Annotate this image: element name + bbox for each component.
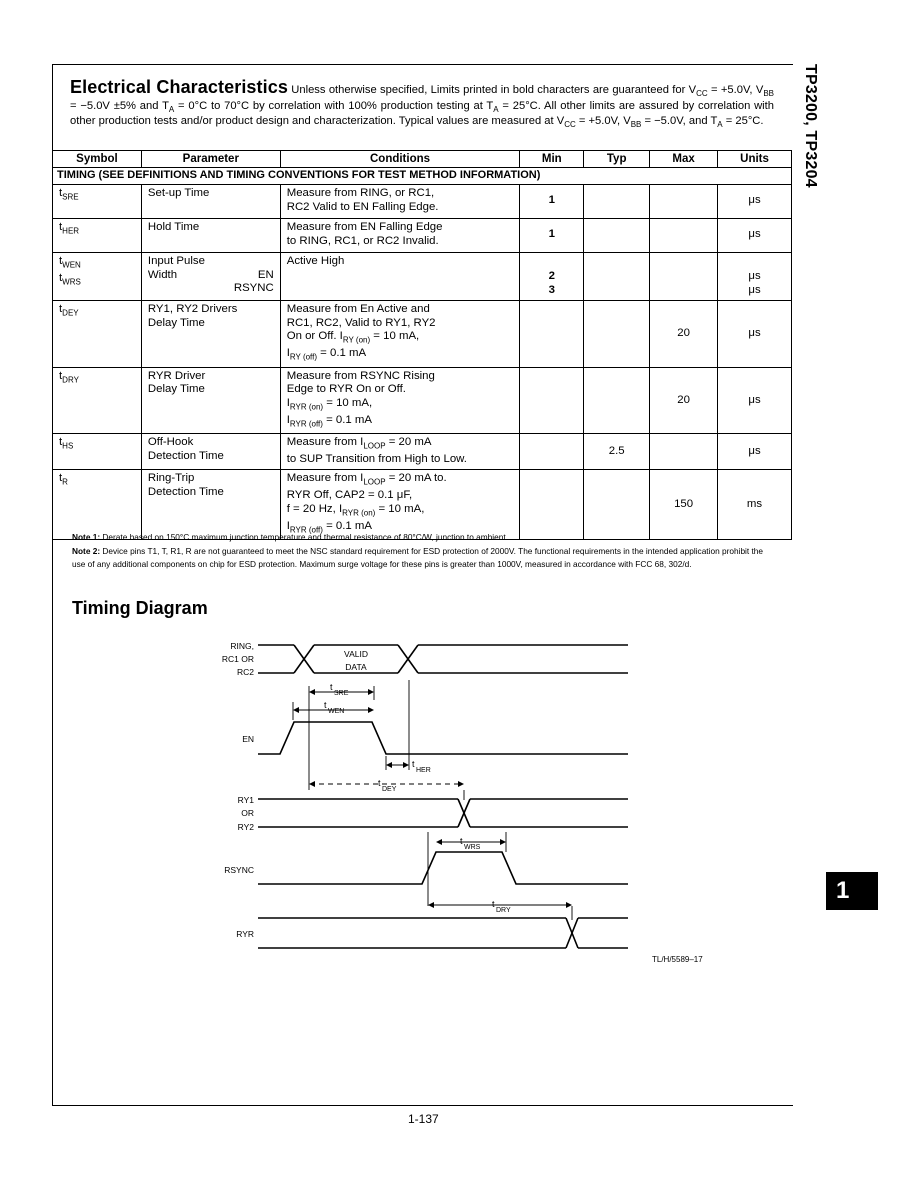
label-rc1-or: RC1 OR — [221, 654, 254, 664]
intro-paragraph — [70, 77, 774, 130]
cell-conditions — [280, 218, 520, 252]
cond-text: I — [286, 414, 290, 427]
cell-conditions: Active High — [280, 252, 520, 300]
symbol-t: t — [59, 436, 63, 449]
cell-max: 150 — [650, 470, 718, 540]
param-line: Detection Time — [147, 485, 224, 498]
cell-max: 20 — [650, 300, 718, 367]
label-t-dry — [492, 899, 511, 914]
cond-text: I — [286, 397, 290, 410]
cell-parameter: Hold Time — [141, 218, 280, 252]
cond-sub: LOOP — [363, 441, 386, 451]
param-line-right: RSYNC — [233, 282, 274, 295]
cell-parameter — [141, 367, 280, 434]
intro-text-e: = 25°C. All other limits are assured by correlation with other production tests and/or product design and characterization. Typical values are measured at V — [70, 99, 774, 127]
table-row — [53, 367, 792, 434]
table-row — [53, 434, 792, 470]
cond-sub: LOOP — [363, 477, 386, 487]
header-symbol: Symbol — [53, 151, 142, 168]
symbol-t: t — [59, 369, 63, 382]
label-t-sre — [330, 682, 349, 697]
t-sub: HER — [416, 767, 431, 774]
cell-symbol — [53, 470, 142, 540]
param-line: Detection Time — [147, 450, 224, 463]
table-row — [53, 218, 792, 252]
section-heading: Electrical Characteristics — [70, 77, 288, 97]
ryr-waveform — [258, 918, 628, 948]
side-title — [795, 64, 821, 234]
cond-line: RYR Off, CAP2 = 0.1 μF, — [286, 489, 413, 502]
cell-min — [520, 252, 584, 300]
t-char: t — [324, 700, 327, 710]
cond-text: f = 20 Hz, I — [286, 503, 343, 516]
cell-typ: 2.5 — [584, 434, 650, 470]
cell-min — [520, 300, 584, 367]
electrical-characteristics-table — [52, 150, 792, 540]
timing-diagram — [0, 630, 918, 960]
cell-max — [650, 218, 718, 252]
symbol-sub: HS — [62, 441, 74, 451]
cell-typ — [584, 470, 650, 540]
note-label: Note 2: — [72, 545, 101, 556]
cond-line: Measure from En Active and — [286, 302, 430, 315]
cond-sub: RYR (off) — [289, 419, 323, 429]
cell-max — [650, 434, 718, 470]
label-t-dey — [378, 778, 397, 793]
cell-min: 1 — [520, 218, 584, 252]
cell-symbol — [53, 184, 142, 218]
cell-typ — [584, 367, 650, 434]
intro-sub-cc: CC — [696, 89, 708, 99]
cell-conditions — [280, 367, 520, 434]
cell-min — [520, 470, 584, 540]
t-char: t — [460, 836, 463, 846]
t-char: t — [378, 778, 381, 788]
ry-waveform — [258, 799, 628, 827]
header-max: Max — [650, 151, 718, 168]
cond-line: RC1, RC2, Valid to RY1, RY2 — [286, 316, 436, 329]
table-row — [53, 252, 792, 300]
intro-text-b: = +5.0V, V — [707, 84, 764, 96]
symbol-sub: WEN — [62, 260, 81, 270]
section-title: TIMING (SEE DEFINITIONS AND TIMING CONVENTIONS FOR TEST METHOD INFORMATION) — [53, 168, 792, 185]
cond-sub: RYR (on) — [289, 402, 324, 412]
rsync-waveform — [258, 852, 628, 884]
cond-sub: RY (on) — [342, 335, 371, 345]
symbol-sub: R — [62, 477, 68, 487]
cell-min: 1 — [520, 184, 584, 218]
units-value: μs — [748, 270, 761, 283]
cell-units: μs — [718, 300, 792, 367]
intro-sub-ta: A — [168, 104, 175, 114]
min-value: 3 — [548, 284, 555, 296]
symbol-t: t — [59, 220, 63, 233]
cell-conditions — [280, 470, 520, 540]
header-typ: Typ — [584, 151, 650, 168]
cell-min — [520, 434, 584, 470]
cell-symbol — [53, 300, 142, 367]
symbol-t: t — [59, 186, 63, 199]
t-sub: DRY — [496, 907, 511, 914]
intro-text-a: Unless otherwise specified, Limits printed in bold characters are guaranteed for V — [287, 84, 697, 96]
label-data: DATA — [345, 662, 367, 672]
cond-text: = 0.1 mA — [322, 414, 373, 427]
notes — [72, 531, 776, 572]
symbol-t: t — [59, 271, 63, 284]
intro-sub-bb: BB — [763, 89, 774, 99]
cond-line: Measure from RING, or RC1, — [286, 186, 435, 199]
label-or: OR — [241, 808, 254, 818]
t-sub: SRE — [334, 690, 349, 697]
cond-line: Measure from RSYNC Rising — [286, 369, 435, 382]
intro-text-g: = −5.0V, and T — [641, 115, 718, 127]
cond-text: = 20 mA to. — [385, 472, 447, 485]
symbol-sub: DRY — [62, 374, 79, 384]
cond-line: to SUP Transition from High to Low. — [286, 453, 467, 466]
t-char: t — [492, 899, 495, 909]
intro-sub-ta2: A — [493, 104, 499, 114]
symbol-t: t — [59, 472, 63, 485]
symbol-sub: DEY — [62, 308, 79, 318]
t-sub: WRS — [464, 844, 481, 851]
header-conditions: Conditions — [280, 151, 520, 168]
symbol-sub: HER — [62, 226, 80, 236]
t-sub: WEN — [328, 708, 345, 715]
symbol-t: t — [59, 302, 63, 315]
intro-text-c: = −5.0V ±5% and T — [70, 99, 169, 112]
param-line: RY1, RY2 Drivers — [147, 302, 238, 315]
cond-sub: RYR (on) — [342, 508, 376, 518]
cell-symbol — [53, 252, 142, 300]
cell-parameter — [141, 434, 280, 470]
cond-text: = 10 mA, — [323, 397, 373, 410]
en-waveform — [258, 722, 628, 754]
table-row — [53, 184, 792, 218]
t-char: t — [330, 682, 333, 692]
note-text: Device pins T1, T, R1, R are not guaranteed to meet the NSC standard requirement for ESD protection of 2000V. The functional requirements in the intended application prohibit the use of any additional components on chip for ESD protection. Maximum surge voltage for these pins is greater than 1000V, measured in accordance with FCC 68, 302/d. — [72, 545, 764, 569]
cell-units: μs — [718, 218, 792, 252]
label-ry2: RY2 — [237, 822, 254, 832]
cell-max: 20 — [650, 367, 718, 434]
note-label: Note 1: — [72, 532, 101, 542]
cond-text: I — [286, 520, 290, 533]
cell-units: ms — [718, 470, 792, 540]
timing-diagram-title: Timing Diagram — [72, 598, 208, 618]
label-rc2: RC2 — [236, 667, 254, 677]
param-line: Off-Hook — [147, 436, 194, 449]
label-en: EN — [242, 734, 254, 744]
header-min: Min — [520, 151, 584, 168]
cond-line: RC2 Valid to EN Falling Edge. — [286, 200, 439, 213]
units-value: μs — [748, 284, 761, 296]
param-line: Width — [147, 268, 178, 281]
intro-sub-bb2: BB — [630, 120, 642, 130]
label-ry1: RY1 — [237, 795, 254, 805]
cell-units: μs — [718, 184, 792, 218]
cond-text: = 0.1 mA — [317, 347, 367, 360]
cell-units: μs — [718, 434, 792, 470]
section-tab: 1 — [826, 872, 878, 910]
label-ring: RING, — [230, 641, 254, 651]
cell-units: μs — [718, 367, 792, 434]
symbol-t: t — [59, 254, 63, 267]
cell-symbol — [53, 218, 142, 252]
label-ryr: RYR — [236, 929, 254, 939]
note-2 — [72, 545, 776, 572]
cond-text: I — [286, 347, 290, 360]
cell-typ — [584, 184, 650, 218]
label-t-wrs — [460, 836, 481, 851]
intro-sub-ta3: A — [717, 120, 723, 130]
cond-text: = 10 mA, — [370, 330, 420, 343]
intro-text-f: = +5.0V, V — [575, 115, 631, 127]
t-char: t — [412, 759, 415, 769]
cell-symbol — [53, 434, 142, 470]
cond-text: Measure from I — [286, 436, 364, 449]
min-value: 2 — [548, 270, 555, 283]
cell-typ — [584, 252, 650, 300]
symbol-sub: SRE — [62, 192, 79, 202]
cond-text: = 20 mA — [385, 436, 432, 449]
note-text: Derate based on 150°C maximum junction temperature and thermal resistance of 80°C/W, junction to ambient. — [100, 532, 508, 542]
header-parameter: Parameter — [141, 151, 280, 168]
symbol-sub: WRS — [62, 277, 81, 287]
cell-conditions — [280, 434, 520, 470]
cond-line: to RING, RC1, or RC2 Invalid. — [286, 234, 439, 247]
cond-text: On or Off. I — [286, 330, 343, 343]
cell-max — [650, 184, 718, 218]
ring-rc-waveform — [258, 645, 628, 673]
cell-units — [718, 252, 792, 300]
cell-typ — [584, 218, 650, 252]
side-title-text: TP3200, TP3204 — [802, 64, 819, 188]
cond-text: Measure from I — [286, 472, 364, 485]
table-row — [53, 470, 792, 540]
table-row — [53, 300, 792, 367]
cond-sub: RYR (off) — [289, 525, 323, 535]
cell-symbol — [53, 367, 142, 434]
cell-parameter — [141, 300, 280, 367]
intro-sub-cc2: CC — [564, 120, 576, 130]
table-header-row — [53, 151, 792, 168]
cell-parameter: Set-up Time — [141, 184, 280, 218]
section-row — [53, 168, 792, 185]
note-1 — [72, 531, 776, 545]
label-t-her — [412, 759, 431, 774]
label-valid: VALID — [344, 649, 368, 659]
cond-line: Measure from EN Falling Edge — [286, 220, 443, 233]
figure-id: TL/H/5589–17 — [652, 955, 703, 964]
label-t-wen — [324, 700, 344, 715]
cell-conditions — [280, 300, 520, 367]
cond-sub: RY (off) — [289, 352, 318, 362]
param-line-right: EN — [257, 268, 274, 281]
page-number: 1-137 — [408, 1112, 439, 1126]
header-units: Units — [718, 151, 792, 168]
label-rsync: RSYNC — [224, 865, 254, 875]
cond-text: = 0.1 mA — [322, 520, 373, 533]
cell-parameter — [141, 470, 280, 540]
cond-text: = 10 mA, — [375, 503, 425, 516]
intro-text-d: = 0°C to 70°C by correlation with 100% production testing at T — [174, 99, 494, 112]
cell-max — [650, 252, 718, 300]
t-sub: DEY — [382, 786, 397, 793]
param-line: Input Pulse — [147, 254, 205, 267]
param-line: Delay Time — [147, 316, 205, 329]
param-line: Ring-Trip — [147, 472, 195, 485]
cell-conditions — [280, 184, 520, 218]
cell-min — [520, 367, 584, 434]
intro-text-h: = 25°C. — [722, 115, 764, 127]
cell-typ — [584, 300, 650, 367]
param-line: RYR Driver — [147, 369, 206, 382]
cell-parameter — [141, 252, 280, 300]
cond-line: Edge to RYR On or Off. — [286, 383, 406, 396]
param-line: Delay Time — [147, 383, 205, 396]
